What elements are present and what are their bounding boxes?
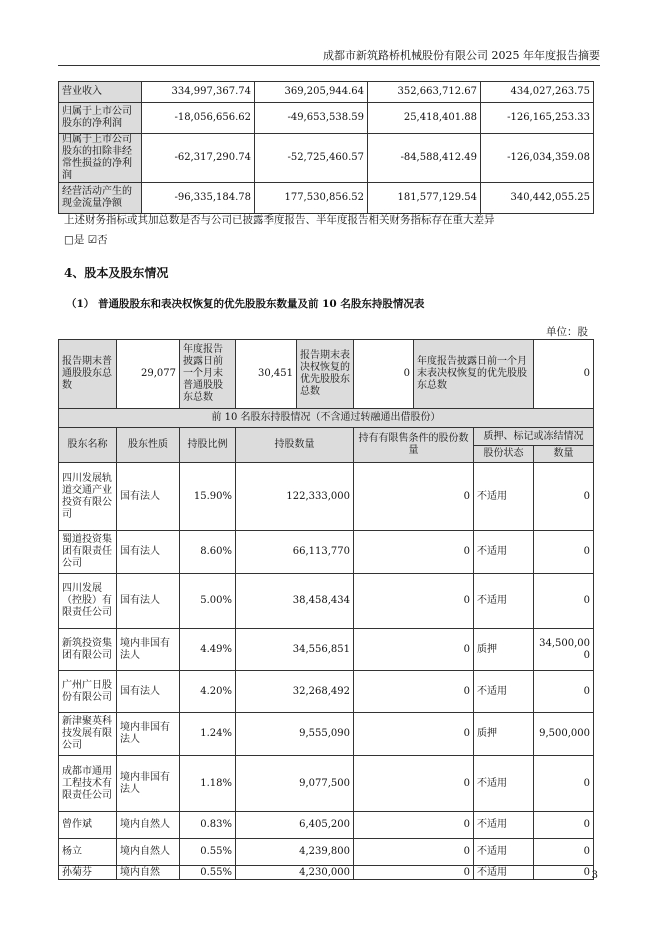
summary-label: 报告期末表决权恢复的优先股股东总数 xyxy=(297,340,354,409)
holder-restricted: 0 xyxy=(354,531,474,574)
header-rule xyxy=(58,65,600,66)
holder-count: 0 xyxy=(534,671,594,713)
holder-count: 9,500,000 xyxy=(534,713,594,756)
cell-value: -62,317,290.74 xyxy=(142,134,255,183)
holder-qty: 6,405,200 xyxy=(236,812,354,839)
holder-qty: 4,239,800 xyxy=(236,839,354,866)
holder-restricted: 0 xyxy=(354,839,474,866)
col-header-pledge: 质押、标记或冻结情况 xyxy=(474,428,594,446)
row-label: 归属于上市公司股东的扣除非经常性损益的净利润 xyxy=(59,134,142,183)
table-row xyxy=(59,713,594,756)
holder-qty: 34,556,851 xyxy=(236,629,354,671)
page-number: 3 xyxy=(591,870,598,881)
cell-value: 369,205,944.64 xyxy=(255,82,368,103)
financial-table xyxy=(58,81,594,214)
holder-count: 0 xyxy=(534,463,594,531)
holder-status: 不适用 xyxy=(474,574,534,629)
table-row xyxy=(59,103,594,134)
holder-status: 不适用 xyxy=(474,756,534,812)
shareholder-table xyxy=(58,339,594,880)
holder-restricted: 0 xyxy=(354,812,474,839)
holder-restricted: 0 xyxy=(354,574,474,629)
holder-qty: 122,333,000 xyxy=(236,463,354,531)
holder-nature: 境内非国有法人 xyxy=(117,629,180,671)
holder-restricted: 0 xyxy=(354,671,474,713)
row-label: 营业收入 xyxy=(59,82,142,103)
holder-nature: 国有法人 xyxy=(117,574,180,629)
holder-nature: 国有法人 xyxy=(117,463,180,531)
cell-value: -49,653,538.59 xyxy=(255,103,368,134)
cell-value: 181,577,129.54 xyxy=(368,183,481,214)
holder-ratio: 0.55% xyxy=(180,839,236,866)
table-row xyxy=(59,671,594,713)
cell-value: 25,418,401.88 xyxy=(368,103,481,134)
table-row xyxy=(59,629,594,671)
section-title: 4、股本及股东情况 xyxy=(64,266,169,280)
cell-value: -84,588,412.49 xyxy=(368,134,481,183)
holder-ratio: 4.20% xyxy=(180,671,236,713)
summary-value: 29,077 xyxy=(117,340,180,409)
holder-nature: 国有法人 xyxy=(117,671,180,713)
holder-ratio: 15.90% xyxy=(180,463,236,531)
col-header-status: 股份状态 xyxy=(474,446,534,463)
cell-value: -52,725,460.57 xyxy=(255,134,368,183)
table-row xyxy=(59,82,594,103)
holder-status: 不适用 xyxy=(474,531,534,574)
cell-value: 340,442,055.25 xyxy=(481,183,594,214)
cell-value: -96,335,184.78 xyxy=(142,183,255,214)
table-row xyxy=(59,756,594,812)
holder-nature: 境内非国有法人 xyxy=(117,713,180,756)
holder-qty: 38,458,434 xyxy=(236,574,354,629)
cell-value: -126,165,253.33 xyxy=(481,103,594,134)
cell-value: 352,663,712.67 xyxy=(368,82,481,103)
table-row xyxy=(59,866,594,880)
holder-qty: 32,268,492 xyxy=(236,671,354,713)
summary-label: 报告期末普通股股东总数 xyxy=(59,340,117,409)
col-header-qty: 持股数量 xyxy=(236,428,354,463)
holder-name: 成都市通用工程技术有限责任公司 xyxy=(59,756,117,812)
holder-qty: 9,077,500 xyxy=(236,756,354,812)
holder-count: 0 xyxy=(534,812,594,839)
summary-value: 0 xyxy=(354,340,414,409)
holder-status: 不适用 xyxy=(474,463,534,531)
holder-name: 蜀道投资集团有限责任公司 xyxy=(59,531,117,574)
difference-note: 上述财务指标或其加总数是否与公司已披露季度报告、半年度报告相关财务指标存在重大差异 xyxy=(64,214,495,226)
holder-name: 孙菊芬 xyxy=(59,866,117,880)
unit-label: 单位：股 xyxy=(546,326,588,338)
page-header: 成都市新筑路桥机械股份有限公司 2025 年年度报告摘要 xyxy=(323,49,600,62)
holder-name: 新津聚英科技发展有限公司 xyxy=(59,713,117,756)
cell-value: 434,027,263.75 xyxy=(481,82,594,103)
holder-count: 0 xyxy=(534,866,594,880)
holder-status: 不适用 xyxy=(474,839,534,866)
holder-status: 不适用 xyxy=(474,671,534,713)
summary-value: 0 xyxy=(534,340,594,409)
holder-name: 曾作斌 xyxy=(59,812,117,839)
holder-qty: 4,230,000 xyxy=(236,866,354,880)
cell-value: 177,530,856.52 xyxy=(255,183,368,214)
holder-nature: 境内自然人 xyxy=(117,839,180,866)
holder-restricted: 0 xyxy=(354,756,474,812)
holder-count: 0 xyxy=(534,531,594,574)
holder-nature: 境内自然人 xyxy=(117,812,180,839)
top10-title: 前 10 名股东持股情况（不含通过转融通出借股份） xyxy=(59,409,594,428)
row-label: 归属于上市公司股东的净利润 xyxy=(59,103,142,134)
holder-ratio: 1.24% xyxy=(180,713,236,756)
holder-name: 四川发展轨道交通产业投资有限公司 xyxy=(59,463,117,531)
table-row xyxy=(59,839,594,866)
holder-count: 0 xyxy=(534,574,594,629)
holder-name: 杨立 xyxy=(59,839,117,866)
holder-ratio: 8.60% xyxy=(180,531,236,574)
holder-ratio: 0.83% xyxy=(180,812,236,839)
col-header-nature: 股东性质 xyxy=(117,428,180,463)
summary-label: 年度报告披露日前一个月末表决权恢复的优先股股东总数 xyxy=(414,340,534,409)
summary-value: 30,451 xyxy=(236,340,297,409)
table-row xyxy=(59,574,594,629)
col-header-restricted: 持有有限售条件的股份数量 xyxy=(354,428,474,463)
holder-status: 不适用 xyxy=(474,812,534,839)
yes-no-checkbox: □是 ☑否 xyxy=(64,234,108,246)
holder-restricted: 0 xyxy=(354,713,474,756)
holder-qty: 9,555,090 xyxy=(236,713,354,756)
cell-value: -18,056,656.62 xyxy=(142,103,255,134)
table-row xyxy=(59,531,594,574)
holder-status: 不适用 xyxy=(474,866,534,880)
holder-name: 新筑投资集团有限公司 xyxy=(59,629,117,671)
table-row xyxy=(59,134,594,183)
table-row xyxy=(59,812,594,839)
holder-restricted: 0 xyxy=(354,463,474,531)
holder-ratio: 4.49% xyxy=(180,629,236,671)
top10-title-row xyxy=(59,409,594,428)
holder-status: 质押 xyxy=(474,629,534,671)
table-row xyxy=(59,463,594,531)
holder-ratio: 5.00% xyxy=(180,574,236,629)
cell-value: -126,034,359.08 xyxy=(481,134,594,183)
holder-count: 34,500,000 xyxy=(534,629,594,671)
holder-status: 质押 xyxy=(474,713,534,756)
holder-nature: 境内自然 xyxy=(117,866,180,880)
holder-nature: 境内非国有法人 xyxy=(117,756,180,812)
summary-row xyxy=(59,340,594,409)
holder-count: 0 xyxy=(534,756,594,812)
holder-nature: 国有法人 xyxy=(117,531,180,574)
col-header-ratio: 持股比例 xyxy=(180,428,236,463)
holder-ratio: 0.55% xyxy=(180,866,236,880)
holder-name: 四川发展（控股）有限责任公司 xyxy=(59,574,117,629)
cell-value: 334,997,367.74 xyxy=(142,82,255,103)
holder-qty: 66,113,770 xyxy=(236,531,354,574)
col-header-count: 数量 xyxy=(534,446,594,463)
subsection-title: （1） 普通股股东和表决权恢复的优先股股东数量及前 10 名股东持股情况表 xyxy=(66,298,425,310)
holder-ratio: 1.18% xyxy=(180,756,236,812)
holder-restricted: 0 xyxy=(354,629,474,671)
holder-count: 0 xyxy=(534,839,594,866)
summary-label: 年度报告披露日前一个月末普通股股东总数 xyxy=(180,340,236,409)
holder-name: 广州广日股份有限公司 xyxy=(59,671,117,713)
row-label: 经营活动产生的现金流量净额 xyxy=(59,183,142,214)
holder-restricted: 0 xyxy=(354,866,474,880)
table-row xyxy=(59,183,594,214)
col-header-name: 股东名称 xyxy=(59,428,117,463)
column-header-row xyxy=(59,428,594,446)
